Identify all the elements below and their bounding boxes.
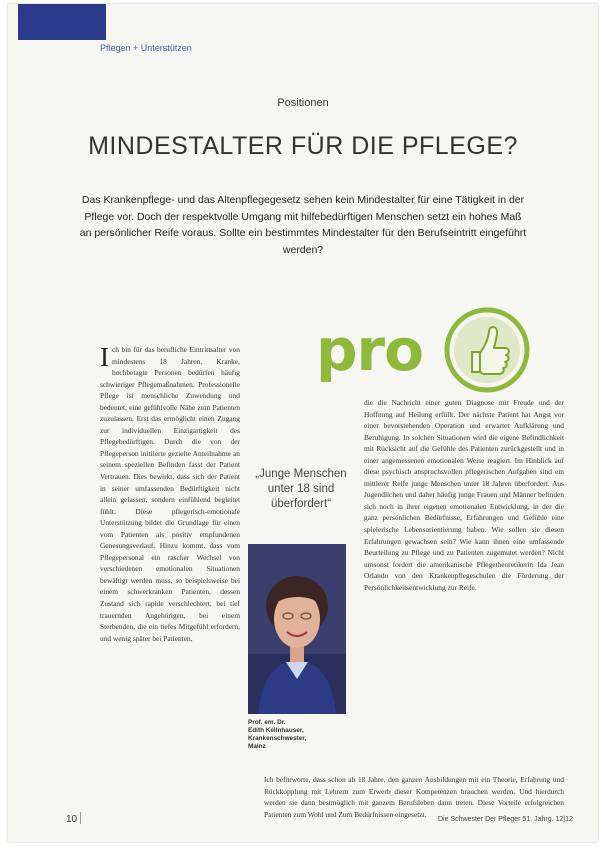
brand-bar xyxy=(18,4,106,40)
article-lead: Das Krankenpflege- und das Altenpflegegesetz sehen kein Mindestalter für eine Tätigkeit in der Pflege vor. Doch der respektvolle Umgang mit hilfebedürftigen Menschen setzt ein hohes Maß an persönlicher Reife voraus. Sollte ein bestimmtes Mindestalter für den Berufseintritt eingeführt werden? xyxy=(79,194,527,256)
section-label: Pflegen + Unterstützen xyxy=(100,43,192,53)
caption-line: Prof. em. Dr. xyxy=(248,719,286,726)
caption-line: Edith Kellnhauser, xyxy=(248,727,304,734)
crop-mark xyxy=(80,812,81,824)
page-number: 10 xyxy=(66,814,78,825)
photo-caption xyxy=(248,719,348,751)
column-one-text: ch bin für das berufliche Eintrittsalter von mindestens 18 Jahren. Kranke, hochbetagte Personen bedürfen häufig schwieriger Pflegemaßnahmen. Professionelle Pflege ist menschliche Zuwendung und bedeutet, eine gefühlvolle Nähe zum Patienten zuzulassen. Erst das ermöglicht einen Zugang zur individuellen Einzigartigkeit des Pflegebedürftigen. Durch die von der Pflegeperson initiierte gezielte Anteilnahme an seinem speziellen Befinden fasst der Patient Vertrauen. Dies bewirkt, dass sich der Patient in seiner umfassenden Bedürftigkeit nicht allein gelassen, sondern einfühlend begleitet fühlt. Diese pflegerisch-emotionale Unterstützung bildet die Grundlage für einen vom Patienten als positiv empfundenen Genesungsverlauf. Hinzu kommt, dass vom Pflegepersonal ein rascher Wechsel von verschiedenen emotionalen Situationen bewältigt werden muss, so beispielsweise bei einem schwerkranken Patienten, dessen Zustand sich rapide verschlechtert, bei tief trauernden Angehörigen, bei einem Sterbenden, die ein tiefes Mitgefühl erfordern, und wenig später bei Patienten, xyxy=(100,345,240,643)
portrait-image xyxy=(248,544,346,714)
column-three-continued: Ich befürworte, dass schon ab 18 Jahre, den ganzen Ausbildungen mit ein Theorie, Erfahrung und Rückkopplung mit Lehrern zum Erwerb dieser Kompetenzen brauchen werden. Und hierdurch werden sie dann bestmöglich mit ganzem Berufsleben dann treten. Diese Vorteile erfolgreichen Patienten zum Wohl und Zum Bedürfnissen eingesetzt. xyxy=(264,775,564,819)
page-footer: Die Schwester Der Pfleger 51. Jahrg. 12|12 xyxy=(438,816,573,823)
column-three: die die Nachricht einer guten Diagnose mit Freude und der Hoffnung auf Heilung erfüllt. Der nächste Patient hat Angst vor einer bevorstehenden Operation und erwartet Aufklärung und Beruhigung. In solchen Situationen wird die eigene Befindlichkeit mit Rücksicht auf die Gefühle des Patienten zurückgestellt und in einer angemessenen emotionalen Weise reagiert. Im Hinblick auf diese psychisch anspruchsvollen pflegerischen Aufgaben sind ein mittlerer Reife junge Menschen unter 18 Jahren überfordert. Aus Jugendlichen und daher häufig junge Frauen und Männer befinden sich noch in ihrer eigenen emotionalen Entwicklung, in der die ganz persönlichen Bedürfnisse, Erfahrungen und Gefühle eine spielerische Lebensorientierung haben. Wie sollen sie diesen Erfahrungen gewachsen sein? Wie kann ihnen eine umfassende Beurteilung zu Pflege und zu Patienten zugemutet werden? Nicht umsonst fordert die amerikanische Pflegetheoretikerin Ida Jean Orlando von den Krankenpflegeschulen die Förderung der Persönlichkeitsentwicklung zur Reife. xyxy=(364,398,564,592)
article-title: MINDESTALTER FÜR DIE PFLEGE? xyxy=(88,132,518,160)
column-one xyxy=(100,344,240,644)
magazine-page xyxy=(8,4,598,842)
caption-line: Krankenschwester, xyxy=(248,735,307,742)
author-photo xyxy=(248,544,346,714)
pull-quote: „Junge Menschen unter 18 sind überfordert“ xyxy=(255,468,347,510)
pro-label: pro xyxy=(316,316,423,384)
thumbs-up-icon xyxy=(444,307,530,393)
drop-cap: I xyxy=(100,342,109,372)
article-kicker: Positionen xyxy=(277,97,329,109)
caption-line: Mainz xyxy=(248,743,266,750)
